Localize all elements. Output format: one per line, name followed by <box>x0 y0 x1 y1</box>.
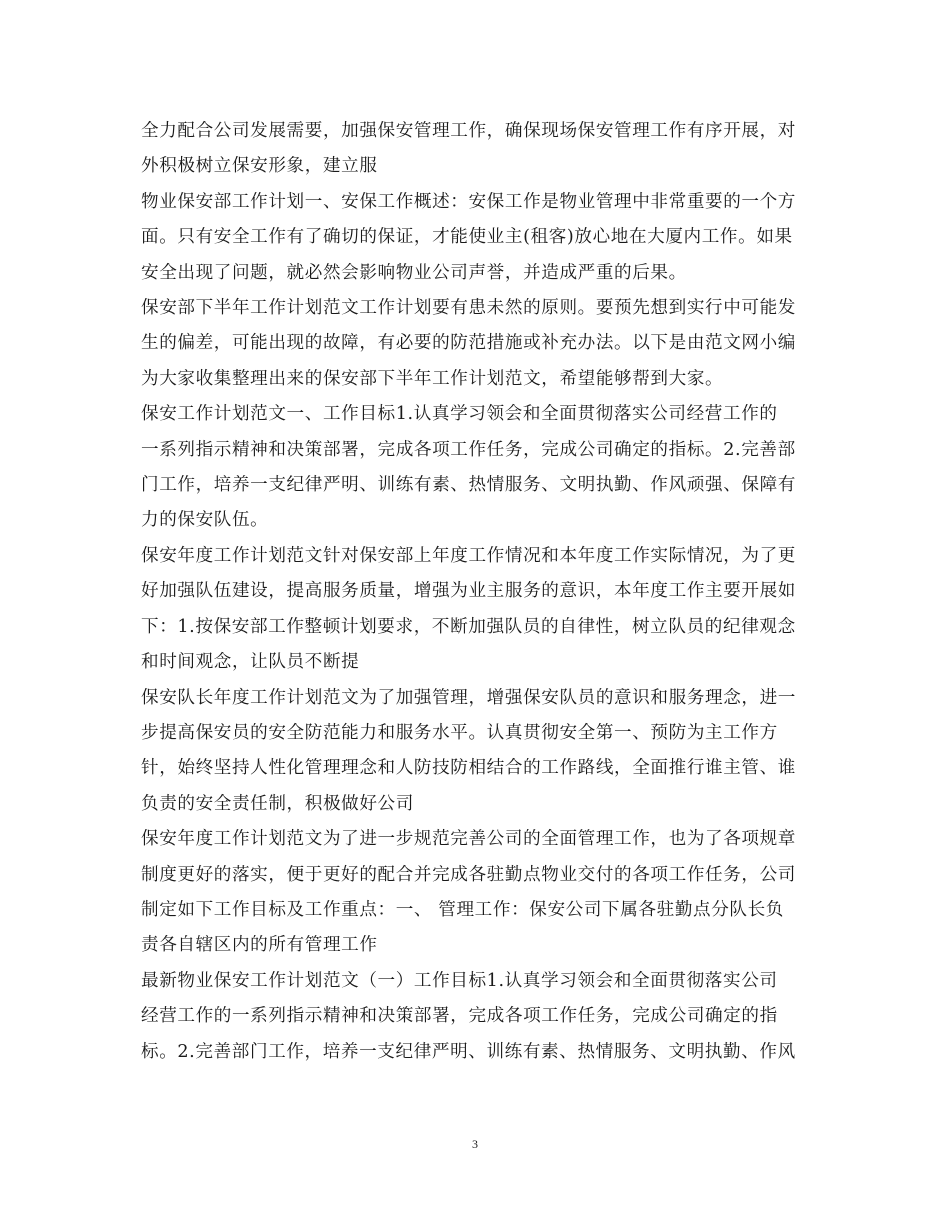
text-line: 和时间观念，让队员不断提 <box>141 652 360 673</box>
paragraph <box>141 185 813 291</box>
text-line: 一系列指示精神和决策部署，完成各项工作任务，完成公司确定的指标。2.完善部 <box>141 439 796 460</box>
text-line: 面。只有安全工作有了确切的保证，才能使业主(租客)放心地在大厦内工作。如果 <box>141 227 793 248</box>
text-line: 最新物业保安工作计划范文（一）工作目标1.认真学习领会和全面贯彻落实公司 <box>141 970 778 991</box>
text-line: 外积极树立保安形象，建立服 <box>141 156 378 177</box>
text-line: 保安年度工作计划范文为了进一步规范完善公司的全面管理工作，也为了各项规章 <box>141 829 796 850</box>
text-line: 保安年度工作计划范文针对保安部上年度工作情况和本年度工作实际情况，为了更 <box>141 545 796 566</box>
paragraph <box>141 964 813 1070</box>
paragraph <box>141 291 813 397</box>
text-line: 全力配合公司发展需要，加强保安管理工作，确保现场保安管理工作有序开展，对 <box>141 121 796 141</box>
paragraph <box>141 822 813 964</box>
text-line: 保安部下半年工作计划范文工作计划要有患未然的原则。要预先想到实行中可能发 <box>141 298 796 319</box>
text-line: 保安队长年度工作计划范文为了加强管理，增强保安队员的意识和服务理念，进一 <box>141 687 796 708</box>
text-line: 针，始终坚持人性化管理理念和人防技防相结合的工作路线，全面推行谁主管、谁 <box>141 758 796 779</box>
text-line: 制度更好的落实，便于更好的配合并完成各驻勤点物业交付的各项工作任务，公司 <box>141 864 796 885</box>
text-line: 安全出现了问题，就必然会影响物业公司声誉，并造成严重的后果。 <box>141 262 687 283</box>
text-line: 步提高保安员的安全防范能力和服务水平。认真贯彻安全第一、预防为主工作方 <box>141 722 778 743</box>
text-line: 生的偏差，可能出现的故障，有必要的防范措施或补充办法。以下是由范文网小编 <box>141 333 796 354</box>
text-line: 为大家收集整理出来的保安部下半年工作计划范文，希望能够帮到大家。 <box>141 368 724 389</box>
text-line: 责各自辖区内的所有管理工作 <box>141 935 378 956</box>
paragraph <box>141 114 813 185</box>
text-line: 力的保安队伍。 <box>141 510 269 531</box>
text-line: 物业保安部工作计划一、安保工作概述：安保工作是物业管理中非常重要的一个方 <box>141 191 796 212</box>
paragraph <box>141 539 813 681</box>
document-body <box>141 114 813 1070</box>
text-line: 标。2.完善部门工作，培养一支纪律严明、训练有素、热情服务、文明执勤、作风 <box>141 1041 796 1062</box>
paragraph <box>141 681 813 823</box>
text-line: 门工作，培养一支纪律严明、训练有素、热情服务、文明执勤、作风顽强、保障有 <box>141 475 796 496</box>
paragraph <box>141 397 813 539</box>
text-line: 下：1.按保安部工作整顿计划要求，不断加强队员的自律性，树立队员的纪律观念 <box>141 616 796 637</box>
text-line: 经营工作的一系列指示精神和决策部署，完成各项工作任务，完成公司确定的指 <box>141 1006 778 1027</box>
text-line: 好加强队伍建设，提高服务质量，增强为业主服务的意识，本年度工作主要开展如 <box>141 581 796 602</box>
text-line: 保安工作计划范文一、工作目标1.认真学习领会和全面贯彻落实公司经营工作的 <box>141 404 778 425</box>
page-number: 3 <box>472 1137 478 1151</box>
text-line: 负责的安全责任制，积极做好公司 <box>141 793 414 814</box>
text-line: 制定如下工作目标及工作重点：一、 管理工作：保安公司下属各驻勤点分队长负 <box>141 899 784 920</box>
